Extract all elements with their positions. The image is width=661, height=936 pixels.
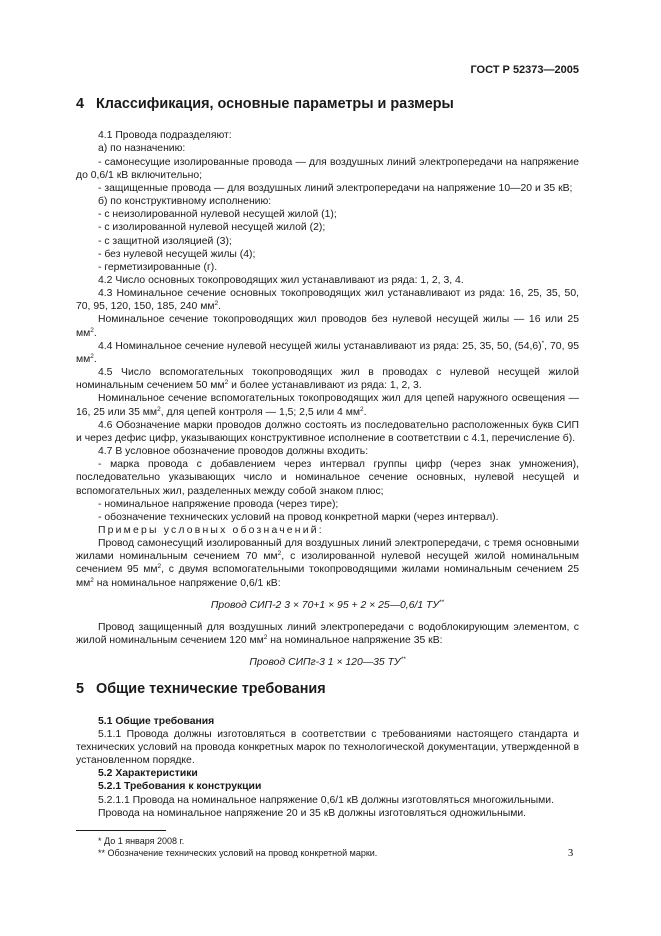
list-item: - марка провода с добавлением через интервал группы цифр (через знак умножения), последовательно указывающих число и номинальное сечение основных, нулевой несущей и вспомогательных жил, разделенных между собой знаком плюс;	[76, 459, 579, 497]
text-run: и более устанавливают из ряда: 1, 2, 3.	[228, 380, 422, 392]
section-title: Классификация, основные параметры и размеры	[96, 96, 454, 112]
section-title: Общие технические требования	[96, 681, 326, 698]
text-run: Номинальное сечение токопроводящих жил проводов без нулевой несущей жилы — 16 или 25 мм	[76, 314, 579, 339]
footnote-ref: **	[439, 598, 445, 606]
paragraph: 4.3 Номинальное сечение основных токопроводящих жил устанавливают из ряда: 16, 25, 35, 50, 70, 95, 120, 150, 185, 240 $мм^2$.	[76, 288, 579, 313]
section-number: 4	[76, 96, 85, 112]
footnote: * До 1 января 2008 г.	[98, 835, 185, 846]
paragraph: 5.2.1.1 Провода на номинальное напряжение 0,6/1 кВ должны изготовляться многожильными.	[98, 794, 554, 806]
footnote-ref: **	[400, 656, 406, 664]
paragraph: 4.4 Номинальное сечение нулевой несущей жилы устанавливают из ряда: 25, 35, 50, (54,6)*, 70, 95 $мм^2$.	[76, 339, 579, 365]
superscript: 2	[224, 379, 229, 387]
paragraph: - самонесущие изолированные провода — для воздушных линий электропередачи на напряжение до 0,6/1 кВ включительно;	[76, 156, 579, 181]
section-5-heading	[76, 681, 579, 698]
document-id: ГОСТ Р 52373—2005	[470, 64, 579, 76]
paragraph: Номинальное сечение токопроводящих жил проводов без нулевой несущей жилы — 16 или 25 $мм^2$.	[76, 314, 579, 339]
subsection-heading: 5.1 Общие требования	[98, 715, 215, 727]
designation-formula	[76, 599, 579, 612]
subsection-heading: 5.2.1 Требования к конструкции	[98, 781, 262, 793]
paragraph: 5.1.1 Провода должны изготовляться в соответствии с требованиями настоящего стандарта и технических условий на провода конкретных марок по технологической документации, утвержденной в установленном порядке.	[76, 728, 579, 767]
examples-heading: Примеры условных обозначений:	[98, 524, 324, 536]
list-item: - с защитной изоляцией (3);	[98, 235, 232, 247]
paragraph	[76, 621, 579, 647]
superscript: 2	[90, 352, 94, 360]
list-item: - с неизолированной нулевой несущей жилой (1);	[98, 209, 337, 221]
paragraph: 4.7 В условное обозначение проводов должны входить:	[98, 446, 369, 458]
section-5-body	[76, 715, 579, 820]
section-4-body	[76, 129, 579, 669]
paragraph: - защищенные провода — для воздушных линий электропередачи на напряжение 10—20 и 35 кВ;	[98, 182, 573, 194]
footnote: ** Обозначение технических условий на провод конкретной марки.	[98, 847, 378, 858]
paragraph: 4.2 Число основных токопроводящих жил устанавливают из ряда: 1, 2, 3, 4.	[98, 275, 464, 286]
text-run: на номинальное напряжение 0,6/1 кВ:	[93, 577, 281, 589]
text-run: Номинальное сечение вспомогательных токопроводящих жил для цепей наружного освещения — 16, 25 или 35 мм	[76, 393, 579, 418]
text-run: на номинальное напряжение 35 кВ:	[267, 635, 443, 647]
text-run: , с двумя вспомогательными токопроводящими жилами номинальным сечением 25 мм	[76, 564, 580, 589]
paragraph: Номинальное сечение вспомогательных токопроводящих жил для цепей наружного освещения — 16, 25 или 35 $мм^2$, для цепей контроля — 1,5; 2,5 или 4 $мм^2$.	[76, 393, 579, 418]
section-number: 5	[76, 681, 85, 698]
text-run: 4.5 Число вспомогательных токопроводящих жил в проводах с нулевой несущей жилой номинальным сечением 50 мм	[76, 367, 579, 392]
text-run: , для цепей контроля — 1,5; 2,5 или 4 мм	[160, 406, 361, 418]
subsection-heading: 5.2 Характеристики	[98, 768, 198, 780]
text-run: Провод СИП-2 3 × 70+1 × 95 + 2 × 25—0,6/1 ТУ	[210, 599, 440, 611]
text-run: , 70, 95 мм	[76, 340, 579, 365]
superscript: 2	[214, 300, 219, 308]
list-item: - обозначение технических условий на провод конкретной марки (через интервал).	[98, 511, 499, 523]
page-number: 3	[568, 848, 574, 859]
text-run: 4.4 Номинальное сечение нулевой несущей жилы устанавливают из ряда: 25, 35, 50, (54,6)	[98, 340, 542, 352]
section-4-heading	[76, 96, 579, 113]
paragraph	[76, 537, 579, 590]
list-item: - с изолированной нулевой несущей жилой (2);	[98, 222, 326, 234]
paragraph: 4.1 Провода подразделяют:	[98, 130, 232, 142]
paragraph: Провода на номинальное напряжение 20 и 35 кВ должны изготовляться одножильными.	[98, 807, 527, 819]
list-item: - номинальное напряжение провода (через тире);	[98, 498, 339, 510]
text-run: Провод защищенный для воздушных линий электропередачи с водоблокирующим элементом, с жилой номинальным сечением 120 мм	[76, 621, 579, 647]
paragraph: 4.6 Обозначение марки проводов должно состоять из последовательно расположенных букв СИП и через дефис цифр, указывающих конструктивное исполнение в соответствии с 4.1, перечисление б).	[76, 419, 579, 444]
superscript: 2	[90, 326, 94, 334]
list-item: - герметизированные (г).	[98, 261, 218, 273]
footnote-ref: *	[541, 339, 545, 347]
superscript: 2	[277, 550, 282, 558]
text-run: Провод самонесущий изолированный для воздушных линий электропередачи, с тремя основными жилами номинальным сечением 70 мм	[76, 538, 579, 563]
paragraph: б) по конструктивному исполнению:	[98, 196, 272, 208]
superscript: 2	[157, 405, 161, 413]
text-run: , с изолированной нулевой несущей жилой номинальным сечением 95 мм	[76, 551, 579, 576]
list-item: - без нулевой несущей жилы (4);	[98, 248, 256, 260]
paragraph: а) по назначению:	[98, 143, 186, 155]
text-run: Провод СИПг-3 1 × 120—35 ТУ	[249, 657, 401, 669]
superscript: 2	[263, 634, 268, 642]
footnote-divider	[76, 830, 166, 831]
designation-formula	[76, 656, 579, 669]
paragraph	[76, 366, 579, 392]
superscript: 2	[157, 563, 162, 571]
text-run: 4.3 Номинальное сечение основных токопроводящих жил устанавливают из ряда: 16, 25, 35, 50, 70, 95, 120, 150, 185, 240 мм	[76, 288, 579, 313]
superscript: 2	[360, 405, 364, 413]
superscript: 2	[90, 576, 94, 584]
